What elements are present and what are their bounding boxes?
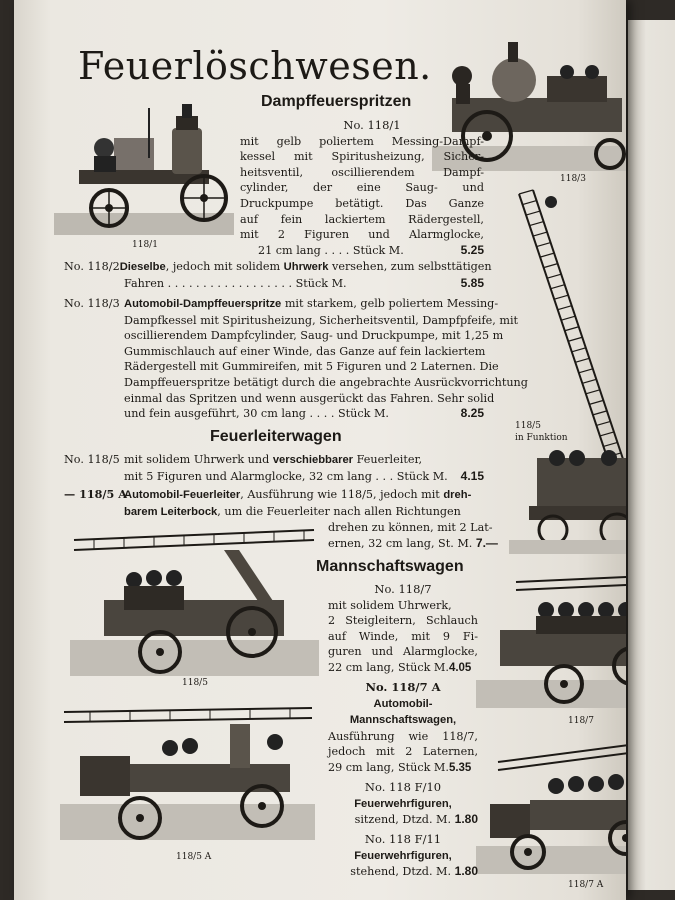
item-number: — 118/5 A — [64, 487, 127, 501]
ladder-rung — [593, 411, 607, 415]
page-title: Feuerlöschwesen. — [78, 44, 432, 88]
item-price: 5.25 — [460, 242, 484, 257]
item-118-5: No. 118/5 mit solidem Uhrwerk und verschiebbarer Feuerleiter, mit 5 Figuren und Alarmglocke, 32 cm lang . . . Stück M. 4.15 — [64, 453, 484, 483]
ladder-rung — [572, 348, 586, 352]
item-text-line: und fein ausgeführt, 30 cm lang . . . . Stück M. — [124, 407, 389, 421]
item-number: No. 118/7 A — [365, 680, 441, 694]
ladder-rung — [568, 337, 582, 341]
item-text-line: Dampffeuerspritze betätigt durch die angebrachte Ausrückvorrichtung — [124, 375, 528, 389]
item-text-line: Ausführung wie 118/7, — [328, 729, 478, 743]
ladder-rung — [600, 432, 614, 436]
item-price: 5.35 — [448, 761, 472, 774]
illustration-steam-fire-engine-118-1 — [54, 98, 234, 250]
item-text-line: stehend, Dtzd. M. — [350, 865, 452, 879]
item-number: No. 118 F/11 — [364, 832, 442, 846]
item-text-line: guren und Alarmglocke, — [328, 645, 478, 659]
catalog-page — [14, 0, 626, 900]
ladder-rung — [596, 421, 610, 425]
item-price: 7.— — [475, 535, 498, 550]
caption-118-5-extended: 118/5 — [515, 421, 541, 431]
ladder-rung — [554, 295, 568, 299]
item-118-7a — [328, 680, 478, 777]
item-price: 1.80 — [454, 864, 478, 879]
item-118-5a: — 118/5 A Automobil-Feuerleiter, Ausführung wie 118/5, jedoch mit dreh- barem Leiterbock, um die Feuerleiter nach allen Richtungen drehen zu können, mit 2 Lat- ernen, 32 cm lang, St. M. 7.— — [64, 487, 500, 551]
item-text-line: mit 2 Figuren und Alarmglocke, — [240, 228, 484, 242]
item-118-f10 — [328, 780, 478, 828]
item-number: No. 118/2 — [64, 260, 120, 273]
section-heading-dampffeuerspritzen: Dampffeuerspritzen — [261, 93, 412, 110]
ladder-rung — [526, 211, 540, 215]
ladder-rung — [579, 369, 593, 373]
illustration-fire-ladder-extended-118-5 — [509, 188, 626, 560]
item-text-line: mit gelb poliertem Messing-Dampf- — [240, 134, 484, 148]
caption-118-5a: 118/5 A — [176, 852, 212, 862]
item-text-line: Druckpumpe betätigt. Das Ganze — [240, 196, 484, 210]
item-number: No. 118/1 — [343, 118, 401, 132]
item-name: Feuerwehrfiguren, — [354, 849, 452, 862]
ladder-rung — [537, 243, 551, 247]
item-text-line: Fahren . . . . . . . . . . . . . . . . . . Stück M. — [124, 276, 347, 290]
illustration-automobile-fire-ladder-118-5a — [50, 694, 315, 862]
item-price: 4.05 — [448, 661, 472, 674]
item-text-line: 21 cm lang . . . . Stück M. — [258, 243, 404, 257]
ladder-rung — [565, 327, 579, 331]
item-number: No. 118/7 — [374, 582, 432, 596]
item-price: 5.85 — [460, 275, 484, 290]
item-118-2: No. 118/2 Dieselbe, jedoch mit solidem Uhrwerk versehen, zum selbsttätigen Fahren . . . . . . . . . . . . . . . . . . Stück M. 5.85 — [64, 260, 492, 290]
item-118-1 — [240, 118, 484, 258]
ladder-rung — [530, 222, 544, 226]
item-name: Feuerwehrfiguren, — [354, 797, 452, 810]
item-text-line: einmal das Spritzen und wenn ausgerückt das Fahren. Sehr solid — [124, 391, 495, 405]
ladder-rung — [519, 190, 533, 194]
item-text-line: 29 cm lang, Stück M. — [328, 760, 449, 774]
ladder-rung — [575, 358, 589, 362]
item-text-line: mit 5 Figuren und Alarmglocke, 32 cm lang . . . Stück M. — [124, 469, 448, 483]
item-text-line: Gummischlauch auf einer Winde, das Ganze auf fein lackiertem — [124, 344, 486, 358]
item-name: Automobil-Feuerleiter — [124, 489, 241, 501]
item-price: 4.15 — [460, 468, 484, 483]
next-page-edge — [628, 20, 675, 890]
ladder-rung — [523, 201, 537, 205]
caption-118-7a: 118/7 A — [568, 880, 604, 890]
item-price: 8.25 — [460, 406, 484, 421]
item-number: No. 118/5 — [64, 453, 120, 466]
illustration-crew-wagon-118-7 — [476, 570, 626, 726]
item-number: No. 118 F/10 — [364, 780, 442, 794]
caption-in-funktion: in Funktion — [515, 433, 568, 443]
item-text-line: 22 cm lang, Stück M. — [328, 660, 449, 674]
caption-118-7: 118/7 — [568, 716, 594, 726]
item-text-line: Dampfkessel mit Spiritusheizung, Sicherheitsventil, Dampfpfeife, mit — [124, 313, 519, 327]
ladder-rung — [547, 274, 561, 278]
item-text-line: kessel mit Spiritusheizung, Sicher- — [240, 150, 484, 164]
item-118-7 — [328, 582, 478, 677]
item-text-line: cylinder, der eine Saug- und — [240, 181, 484, 195]
caption-118-1: 118/1 — [132, 240, 158, 250]
ladder-rung — [558, 306, 572, 310]
item-text-line: auf Winde, mit 9 Fi- — [328, 629, 478, 643]
ladder-rung — [533, 232, 547, 236]
ladder-rung — [582, 379, 596, 383]
item-name: Mannschaftswagen, — [349, 714, 457, 727]
item-price: 1.80 — [454, 812, 478, 827]
item-text-line: sitzend, Dtzd. M. — [354, 813, 452, 827]
section-heading-feuerleiterwagen: Feuerleiterwagen — [210, 428, 342, 445]
ladder-rung — [589, 400, 603, 404]
ladder-rung — [540, 253, 554, 257]
ladder-rung — [603, 442, 617, 446]
item-text-line: Rädergestell mit Gummireifen, mit 5 Figuren und 2 Laternen. Die — [124, 360, 499, 374]
item-number: No. 118/3 — [64, 297, 120, 310]
item-118-3: No. 118/3 Automobil-Dampffeuerspritze mit starkem, gelb poliertem Messing- Dampfkessel mit Spiritusheizung, Sicherheitsventil, Dampfpfeife, mit oscillierendem Dampfcylinder, Saug- und Druckpumpe, mit 1,25 m Gummischlauch auf einer Winde, das Ganze auf fein lackiertem Rädergestell mit Gummireifen, mit 5 Figuren und 2 Laternen. Die Dampffeuerspritze betätigt durch die angebrachte Ausrückvorrichtung einmal das Spritzen und wenn ausgerückt das Fahren. Sehr solid und fein ausgeführt, 30 cm lang . . . . Stück M. 8.25 — [64, 297, 528, 421]
item-text-line: oscillierendem Dampfcylinder, Saug- und Druckpumpe, mit 1,25 m — [124, 329, 504, 343]
item-name: Dieselbe — [119, 261, 166, 273]
item-text-line: jedoch mit 2 Laternen, — [328, 745, 478, 759]
item-text-line: auf fein lackiertem Rädergestell, — [240, 212, 484, 226]
illustration-automobile-crew-wagon-118-7a — [476, 734, 626, 890]
item-text-line: ernen, 32 cm lang, St. M. — [328, 536, 473, 550]
ladder-rung — [544, 264, 558, 268]
ladder-rung — [551, 285, 565, 289]
caption-118-3: 118/3 — [560, 174, 586, 184]
ladder-rung — [561, 316, 575, 320]
ladder-rung — [586, 390, 600, 394]
section-heading-mannschaftswagen: Mannschaftswagen — [316, 558, 464, 575]
item-text-line: drehen zu können, mit 2 Lat- — [328, 521, 493, 535]
item-name: Automobil- — [373, 697, 433, 710]
item-118-f11 — [328, 832, 478, 880]
item-text-line: 2 Steigleitern, Schlauch — [328, 614, 478, 628]
caption-118-5: 118/5 — [182, 678, 208, 688]
item-text-line: mit solidem Uhrwerk, — [328, 598, 452, 612]
item-name: Automobil-Dampffeuerspritze — [124, 298, 282, 310]
item-text-line: heitsventil, oscillierendem Dampf- — [240, 165, 484, 179]
